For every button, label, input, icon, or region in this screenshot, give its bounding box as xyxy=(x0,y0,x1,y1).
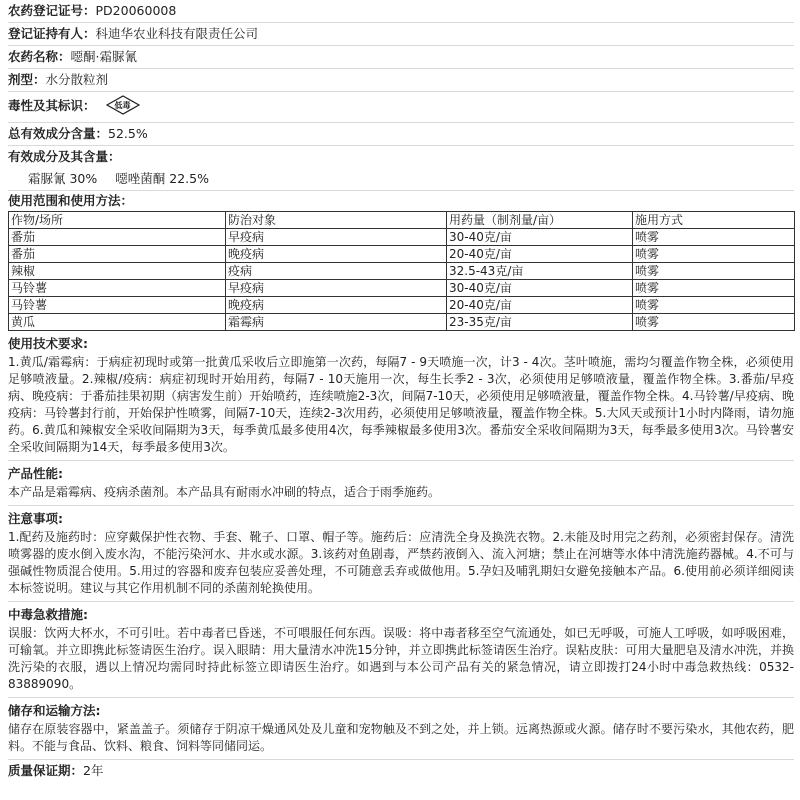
ingredient-item: 霜脲氰 30% xyxy=(28,171,98,186)
column-header: 用药量（制剂量/亩） xyxy=(447,212,633,229)
table-header-row xyxy=(9,212,795,229)
usage-table xyxy=(8,211,795,331)
registration-holder: 登记证持有人：科迪华农业科技有限责任公司 xyxy=(8,26,259,41)
total-active-content: 总有效成分含量：52.5% xyxy=(8,126,148,141)
toxicity-row: 毒性及其标识： 低毒 xyxy=(8,92,794,118)
pesticide-name: 农药名称：噁酮·霜脲氰 xyxy=(8,49,137,64)
column-header: 施用方式 xyxy=(633,212,795,229)
table-row: 马铃薯 晚疫病 20-40克/亩 喷雾 xyxy=(9,297,795,314)
low-toxicity-diamond-icon: 低毒 xyxy=(106,95,140,115)
storage-text: 储存在原装容器中，紧盖盖子。须储存于阴凉干燥通风处及儿童和宠物触及不到之处，并上锁。远离热源或火源。储存时不要污染水，其他农药，肥料。不能与食品、饮料、粮食、饲料等同储同运。 xyxy=(8,722,794,753)
performance-text: 本产品是霜霉病、疫病杀菌剂。本产品具有耐雨水冲刷的特点，适合于雨季施药。 xyxy=(8,485,441,499)
table-row: 黄瓜 霜霉病 23-35克/亩 喷雾 xyxy=(9,314,795,331)
table-row: 辣椒 疫病 32.5-43克/亩 喷雾 xyxy=(9,263,795,280)
table-row: 番茄 早疫病 30-40克/亩 喷雾 xyxy=(9,229,795,246)
ingredients-list xyxy=(8,168,794,190)
notes-title: 注意事项: xyxy=(8,511,63,526)
ingredients-title: 有效成分及其含量： xyxy=(8,149,121,164)
performance-title: 产品性能: xyxy=(8,466,63,481)
technique-title: 使用技术要求: xyxy=(8,336,88,351)
table-row: 马铃薯 早疫病 30-40克/亩 喷雾 xyxy=(9,280,795,297)
shelf-life: 质量保证期：2年 xyxy=(8,763,104,778)
first-aid-text: 误服：饮两大杯水，不可引吐。若中毒者已昏迷，不可喂服任何东西。误吸：将中毒者移至空气流通处，如已无呼吸，可施人工呼吸，如呼吸困难，可输氧。并立即携此标签请医生治疗。误入眼睛：用大量清水冲洗15分钟，并立即携此标签请医生治疗。误粘皮肤：可用大量肥皂及清水冲洗，并换洗污染的衣服，遇以上情况均需同时持此标签立即请医生治疗。如遇到与本公司产品有关的紧急情况，请立即拨打24小时中毒急救热线：0532-83889090。 xyxy=(8,626,794,691)
usage-title: 使用范围和使用方法： xyxy=(8,193,134,208)
column-header: 作物/场所 xyxy=(9,212,226,229)
column-header: 防治对象 xyxy=(226,212,447,229)
formulation: 剂型：水分散粒剂 xyxy=(8,72,109,87)
registration-number: 农药登记证号：PD20060008 xyxy=(8,3,177,18)
label-document xyxy=(8,0,794,782)
ingredient-item: 噁唑菌酮 22.5% xyxy=(115,171,209,186)
storage-title: 储存和运输方法: xyxy=(8,703,101,718)
table-row: 番茄 晚疫病 20-40克/亩 喷雾 xyxy=(9,246,795,263)
first-aid-title: 中毒急救措施: xyxy=(8,607,88,622)
notes-text: 1.配药及施药时：应穿戴保护性衣物、手套、靴子、口罩、帽子等。施药后：应清洗全身及换洗衣物。2.未能及时用完之药剂，必须密封保存。清洗喷雾器的废水倒入废水沟，不能污染河水、井水或水源。3.该药对鱼剧毒，严禁药液倒入、流入河塘；禁止在河塘等水体中清洗施药器械。4.不可与强碱性物质混合使用。5.用过的容器和废弃包装应妥善处理，不可随意丢弃或做他用。5.孕妇及哺乳期妇女避免接触本产品。6.使用前必须详细阅读本标签说明。建议与其它作用机制不同的杀菌剂轮换使用。 xyxy=(8,530,794,595)
technique-text: 1.黄瓜/霜霉病：于病症初现时或第一批黄瓜采收后立即施第一次药，每隔7 - 9天喷施一次，计3 - 4次。茎叶喷施，需均匀覆盖作物全株，必须使用足够喷液量。2.辣椒/疫病：病症初现时开始用药，每隔7 - 10天施用一次，每生长季2 - 3次，必须使用足够喷液量，覆盖作物全株。3.番茄/早疫病、晚疫病：于番茄挂果初期（病害发生前）开始喷药，连续喷施2-3次，间隔7-10天，必须使用足够喷液量，覆盖作物全株。4.马铃薯/早疫病、晚疫病：马铃薯封行前，开始保护性喷雾，间隔7-10天，连续2-3次用药，必须使用足够喷液量，覆盖作物全株。5.大风天或预计1小时内降雨，请勿施药。6.黄瓜和辣椒安全采收间隔期为3天，每季黄瓜最多使用4次，每季辣椒最多使用3次。番茄安全采收间隔期为3天，每季最多使用3次。马铃薯安全采收间隔期为14天，每季最多使用3次。 xyxy=(8,355,794,454)
